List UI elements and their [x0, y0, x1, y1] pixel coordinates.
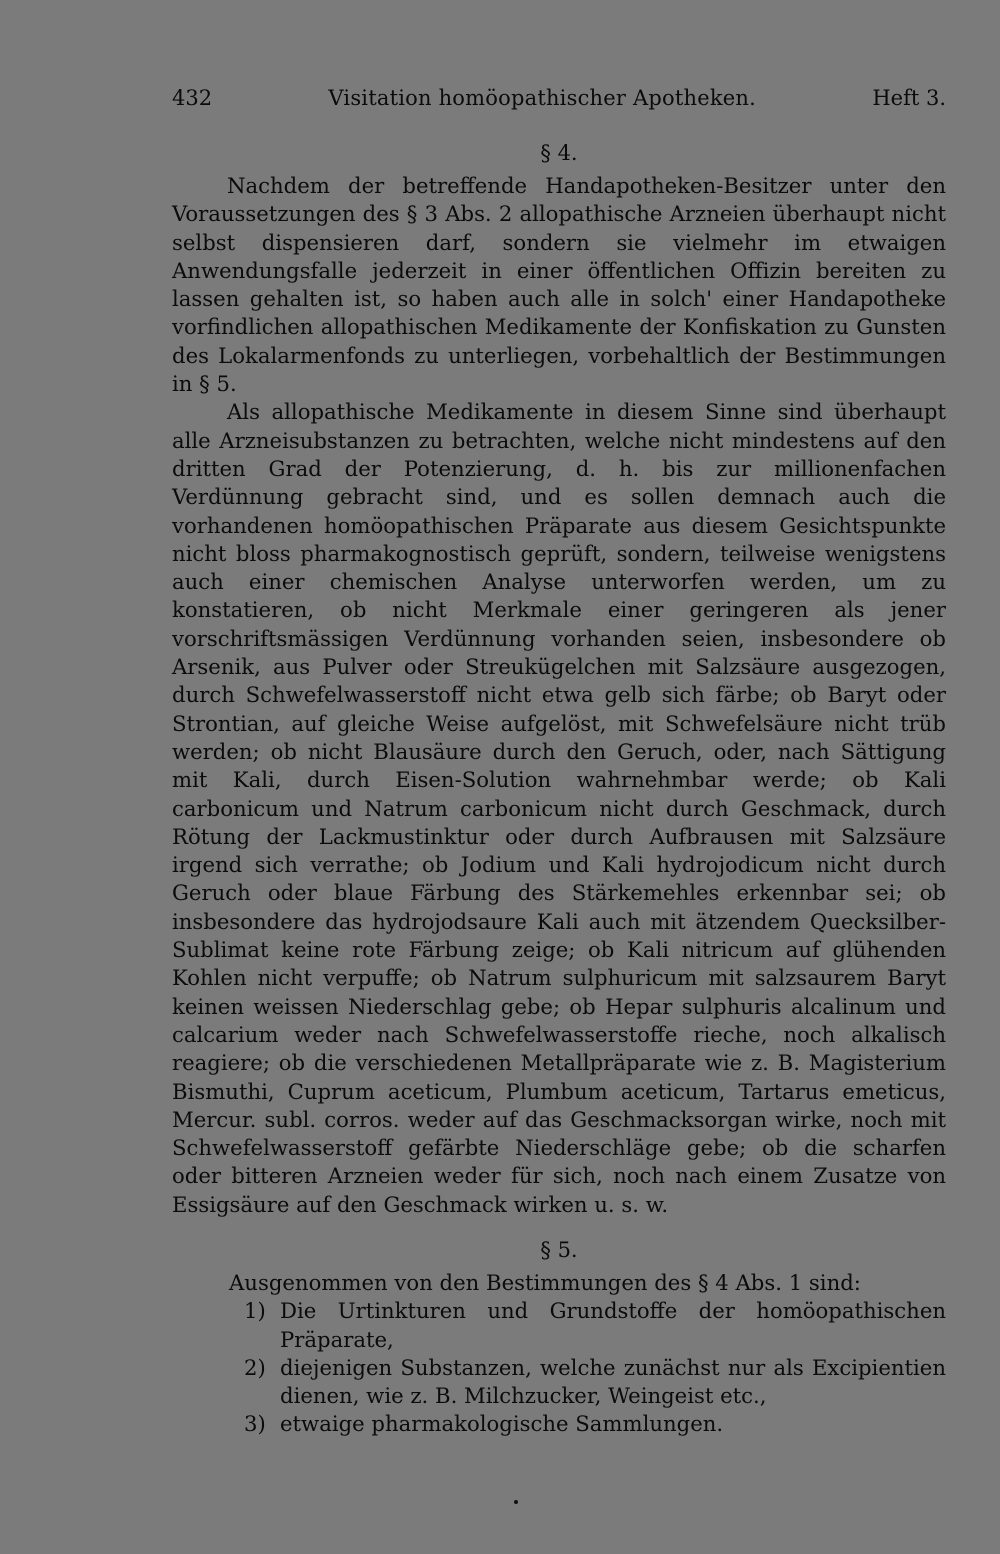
running-title: Visitation homöopathischer Apotheken. — [328, 86, 756, 110]
list-item-number: 1) — [244, 1298, 266, 1324]
list-item — [172, 1410, 946, 1438]
section-5-intro: Ausgenommen von den Bestimmungen des § 4 Abs. 1 sind: — [229, 1269, 861, 1295]
page-number: 432 — [172, 86, 213, 110]
section-4-paragraph-1: Nachdem der betreffende Handapotheken-Besitzer unter den Voraussetzungen des § 3 Abs. 2 allopathische Arzneien überhaupt nicht selbst dispensieren darf, sondern sie vielmehr im etwaigen Anwendungsfalle jederzeit in einer öffentlichen Offizin bereiten zu lassen gehalten ist, so haben auch alle in solch' einer Handapotheke vorfindlichen allopathischen Medikamente der Konfiskation zu Gunsten des Lokalarmenfonds zu unterliegen, vorbehaltlich der Bestimmungen in § 5. — [172, 173, 946, 397]
list-item — [172, 1297, 946, 1354]
list-item-text: Die Urtinkturen und Grundstoffe der homöopathischen Präparate, — [280, 1298, 946, 1352]
section-4-heading: § 4. — [540, 141, 578, 165]
section-5-heading: § 5. — [540, 1237, 578, 1262]
issue-label: Heft 3. — [872, 86, 946, 110]
list-item-number: 2) — [244, 1354, 266, 1380]
list-item — [172, 1354, 946, 1411]
running-header — [172, 80, 946, 116]
section-4-paragraph-2: Als allopathische Medikamente in diesem Sinne sind überhaupt alle Arzneisubstanzen zu betrachten, welche nicht mindestens auf den dritten Grad der Potenzierung, d. h. bis zur millionenfachen Verdünnung gebracht sind, und es sollen demnach auch die vorhandenen homöopathischen Präparate aus diesem Gesichtspunkte nicht bloss pharmakognostisch geprüft, sondern, teilweise wenigstens auch einer chemischen Analyse unterworfen werden, um zu konstatieren, ob nicht Merkmale einer geringeren als jener vorschriftsmässigen Verdünnung vorhanden seien, insbesondere ob Arsenik, aus Pulver oder Streukügelchen mit Salzsäure ausgezogen, durch Schwefelwasserstoff nicht etwa gelb sich färbe; ob Baryt oder Strontian, auf gleiche Weise aufgelöst, mit Schwefelsäure nicht trüb werden; ob nicht Blausäure durch den Geruch, oder, nach Sättigung mit Kali, durch Eisen-Solution wahrnehmbar werde; ob Kali carbonicum und Natrum carbonicum nicht durch Geschmack, durch Rötung der Lackmustinktur oder durch Aufbrausen mit Salzsäure irgend sich verrathe; ob Jodium und Kali hydrojodicum nicht durch Geruch oder blaue Färbung des Stärkemehles erkennbar sei; ob insbesondere das hydrojodsaure Kali auch mit ätzendem Quecksilber-Sublimat keine rote Färbung zeige; ob Kali nitricum auf glühenden Kohlen nicht verpuffe; ob Natrum sulphuricum mit salzsaurem Baryt keinen weissen Niederschlag gebe; ob Hepar sulphuris alcalinum und calcarium weder nach Schwefelwasserstoffe rieche, noch alkalisch reagiere; ob die verschiedenen Metallpräparate wie z. B. Magisterium Bismuthi, Cuprum aceticum, Plumbum aceticum, Tartarus emeticus, Mercur. subl. corros. weder auf das Geschmacksorgan wirke, noch mit Schwefelwasserstoff gefärbte Niederschläge gebe; ob die scharfen oder bitteren Arzneien weder für sich, noch nach einem Zusatze von Essigsäure auf den Geschmack wirken u. s. w. — [172, 399, 946, 1217]
list-item-number: 3) — [244, 1411, 266, 1437]
list-item-text: diejenigen Substanzen, welche zunächst nur als Excipientien dienen, wie z. B. Milchzucker, Weingeist etc., — [280, 1354, 946, 1409]
list-item-text: etwaige pharmakologische Sammlungen. — [280, 1411, 724, 1437]
document-page — [172, 80, 946, 1439]
exemption-list — [172, 1297, 946, 1438]
print-speck — [514, 1500, 518, 1504]
